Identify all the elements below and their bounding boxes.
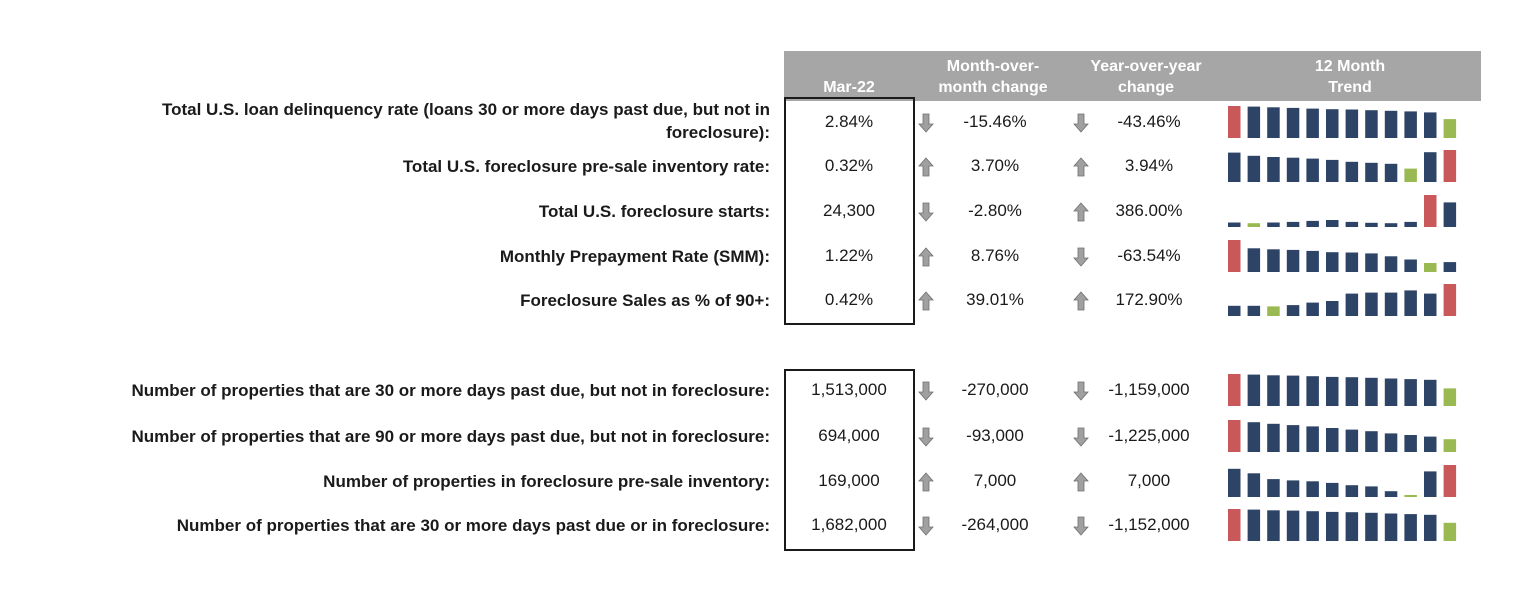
trend-bar [1365, 223, 1378, 227]
row-label: Number of properties in foreclosure pre-sale inventory: [323, 472, 770, 491]
trend-bar [1444, 284, 1457, 316]
trend-bar [1287, 222, 1300, 227]
yoy-change: 386.00% [1115, 201, 1183, 220]
trend-bar [1444, 202, 1457, 227]
trend-bar [1248, 306, 1261, 316]
trend-bar [1306, 159, 1319, 182]
trend-bar [1346, 294, 1359, 316]
trend-bar [1385, 223, 1398, 227]
trend-bar [1306, 376, 1319, 406]
trend-bar [1424, 152, 1437, 182]
trend-bar [1444, 150, 1457, 182]
trend-bar [1248, 510, 1261, 541]
trend-bar [1248, 473, 1261, 497]
current-value: 1,682,000 [811, 515, 887, 534]
arrow-down-icon [918, 113, 934, 133]
trend-bar [1267, 107, 1280, 138]
mom-change: 3.70% [970, 156, 1020, 175]
current-value: 1,513,000 [811, 380, 887, 399]
arrow-up-icon [1073, 202, 1089, 222]
trend-bar [1346, 110, 1359, 139]
trend-bar [1365, 431, 1378, 452]
trend-bar [1267, 223, 1280, 228]
trend-bar [1306, 426, 1319, 452]
trend-bar [1228, 509, 1241, 541]
trend-sparkline [1226, 465, 1474, 497]
trend-sparkline [1226, 374, 1474, 406]
row-label: Number of properties that are 30 or more days past due, but not in foreclosure: [131, 381, 770, 400]
trend-bar [1248, 422, 1261, 452]
trend-bar [1287, 480, 1300, 497]
trend-bar [1424, 380, 1437, 406]
trend-bar [1385, 164, 1398, 182]
trend-bar [1287, 305, 1300, 316]
trend-bar [1385, 514, 1398, 542]
arrow-up-icon [1073, 472, 1089, 492]
arrow-up-icon [918, 157, 934, 177]
trend-bar [1248, 223, 1261, 227]
trend-bar [1385, 293, 1398, 316]
trend-bar [1306, 109, 1319, 138]
trend-bar [1287, 108, 1300, 138]
mom-change: 39.01% [966, 290, 1024, 309]
trend-bar [1385, 433, 1398, 452]
trend-bar [1326, 301, 1339, 316]
trend-bar [1306, 221, 1319, 227]
trend-bar [1404, 514, 1417, 541]
row-label: Total U.S. foreclosure starts: [538, 202, 770, 221]
arrow-up-icon [1073, 157, 1089, 177]
mom-change: 7,000 [973, 471, 1017, 490]
yoy-change: -63.54% [1117, 246, 1181, 265]
trend-bar [1287, 158, 1300, 182]
trend-bar [1287, 511, 1300, 541]
trend-bar [1346, 162, 1359, 182]
row-label: Monthly Prepayment Rate (SMM): [499, 247, 770, 266]
trend-sparkline [1226, 195, 1474, 227]
trend-bar [1346, 253, 1359, 273]
trend-bar [1287, 376, 1300, 406]
arrow-down-icon [918, 202, 934, 222]
yoy-change: 7,000 [1127, 471, 1171, 490]
current-value: 0.32% [824, 156, 874, 175]
arrow-up-icon [918, 247, 934, 267]
trend-bar [1346, 485, 1359, 497]
trend-bar [1346, 222, 1359, 227]
mom-change: -270,000 [961, 380, 1029, 399]
trend-bar [1267, 510, 1280, 541]
trend-bar [1326, 252, 1339, 272]
trend-bar [1404, 495, 1417, 497]
trend-bar [1306, 481, 1319, 497]
arrow-down-icon [1073, 247, 1089, 267]
current-value: 24,300 [823, 201, 875, 220]
trend-bar [1385, 256, 1398, 272]
arrow-down-icon [918, 516, 934, 536]
trend-sparkline [1226, 420, 1474, 452]
trend-bar [1326, 220, 1339, 227]
trend-sparkline [1226, 284, 1474, 316]
trend-sparkline [1226, 240, 1474, 272]
trend-bar [1404, 379, 1417, 406]
yoy-change: -1,159,000 [1108, 380, 1190, 399]
trend-bar [1404, 111, 1417, 138]
trend-bar [1306, 251, 1319, 272]
row-label: Foreclosure Sales as % of 90+: [520, 291, 770, 310]
arrow-up-icon [1073, 291, 1089, 311]
header-mom: Month-over- month change [938, 58, 1048, 96]
trend-bar [1248, 248, 1261, 272]
trend-bar [1444, 465, 1457, 497]
yoy-change: 3.94% [1124, 156, 1174, 175]
trend-bar [1326, 160, 1339, 182]
row-label: Total U.S. foreclosure pre-sale inventory rate: [402, 157, 770, 176]
trend-bar [1326, 109, 1339, 138]
current-value: 0.42% [824, 290, 874, 309]
current-value: 694,000 [818, 426, 880, 445]
row-label: Number of properties that are 90 or more days past due, but not in foreclosure: [131, 427, 770, 446]
trend-bar [1228, 106, 1241, 138]
trend-bar [1287, 425, 1300, 452]
trend-bar [1365, 486, 1378, 497]
trend-bar [1346, 512, 1359, 541]
trend-bar [1306, 511, 1319, 541]
trend-bar [1267, 157, 1280, 182]
arrow-down-icon [1073, 113, 1089, 133]
trend-bar [1267, 424, 1280, 452]
trend-bar [1424, 437, 1437, 452]
trend-bar [1404, 222, 1417, 227]
trend-bar [1326, 483, 1339, 497]
trend-sparkline [1226, 150, 1474, 182]
trend-bar [1385, 491, 1398, 497]
current-value: 169,000 [818, 471, 880, 490]
trend-bar [1228, 153, 1241, 182]
trend-bar [1365, 293, 1378, 316]
trend-bar [1346, 377, 1359, 406]
trend-bar [1326, 512, 1339, 541]
current-value: 2.84% [824, 112, 874, 131]
trend-bar [1404, 169, 1417, 182]
trend-bar [1385, 111, 1398, 138]
header-yoy: Year-over-year change [1090, 58, 1202, 96]
trend-bar [1248, 107, 1261, 138]
trend-bar [1228, 223, 1241, 228]
trend-bar [1424, 294, 1437, 316]
arrow-down-icon [1073, 381, 1089, 401]
trend-bar [1444, 523, 1457, 541]
trend-bar [1228, 420, 1241, 452]
trend-bar [1248, 156, 1261, 182]
trend-bar [1267, 375, 1280, 406]
yoy-change: -1,152,000 [1108, 515, 1190, 534]
yoy-change: 172.90% [1115, 290, 1183, 309]
trend-bar [1365, 163, 1378, 182]
trend-bar [1444, 388, 1457, 406]
mom-change: -2.80% [968, 201, 1022, 220]
trend-bar [1404, 290, 1417, 316]
trend-sparkline [1226, 509, 1474, 541]
current-value: 1.22% [824, 246, 874, 265]
arrow-up-icon [918, 472, 934, 492]
trend-bar [1326, 377, 1339, 406]
trend-bar [1365, 513, 1378, 541]
trend-bar [1424, 471, 1437, 497]
trend-bar [1287, 250, 1300, 272]
trend-bar [1228, 240, 1241, 272]
trend-bar [1424, 263, 1437, 272]
header-period: Mar-22 [823, 79, 875, 96]
trend-bar [1365, 378, 1378, 406]
trend-bar [1444, 119, 1457, 138]
trend-bar [1424, 515, 1437, 541]
trend-bar [1267, 479, 1280, 497]
trend-bar [1424, 112, 1437, 138]
header-trend: 12 Month Trend [1314, 58, 1386, 96]
trend-bar [1444, 439, 1457, 452]
trend-bar [1228, 374, 1241, 406]
trend-bar [1267, 249, 1280, 272]
trend-sparkline [1226, 106, 1474, 138]
mom-change: 8.76% [970, 246, 1020, 265]
trend-bar [1365, 253, 1378, 272]
trend-bar [1365, 110, 1378, 138]
trend-bar [1404, 260, 1417, 273]
trend-bar [1346, 430, 1359, 452]
mom-change: -264,000 [961, 515, 1029, 534]
arrow-down-icon [918, 381, 934, 401]
trend-bar [1326, 428, 1339, 452]
yoy-change: -1,225,000 [1108, 426, 1190, 445]
trend-bar [1424, 195, 1437, 227]
trend-bar [1228, 469, 1241, 497]
trend-bar [1267, 306, 1280, 316]
trend-bar [1306, 303, 1319, 316]
arrow-up-icon [918, 291, 934, 311]
trend-bar [1385, 379, 1398, 407]
mom-change: -15.46% [963, 112, 1027, 131]
trend-bar [1228, 306, 1241, 316]
arrow-down-icon [1073, 427, 1089, 447]
trend-bar [1248, 375, 1261, 406]
row-label: Number of properties that are 30 or more days past due or in foreclosure: [176, 516, 770, 535]
yoy-change: -43.46% [1117, 112, 1181, 131]
mom-change: -93,000 [966, 426, 1024, 445]
row-label: Total U.S. loan delinquency rate (loans 30 or more days past due, but not in foreclosure): [161, 100, 770, 142]
arrow-down-icon [918, 427, 934, 447]
trend-bar [1444, 262, 1457, 272]
trend-bar [1404, 435, 1417, 452]
arrow-down-icon [1073, 516, 1089, 536]
